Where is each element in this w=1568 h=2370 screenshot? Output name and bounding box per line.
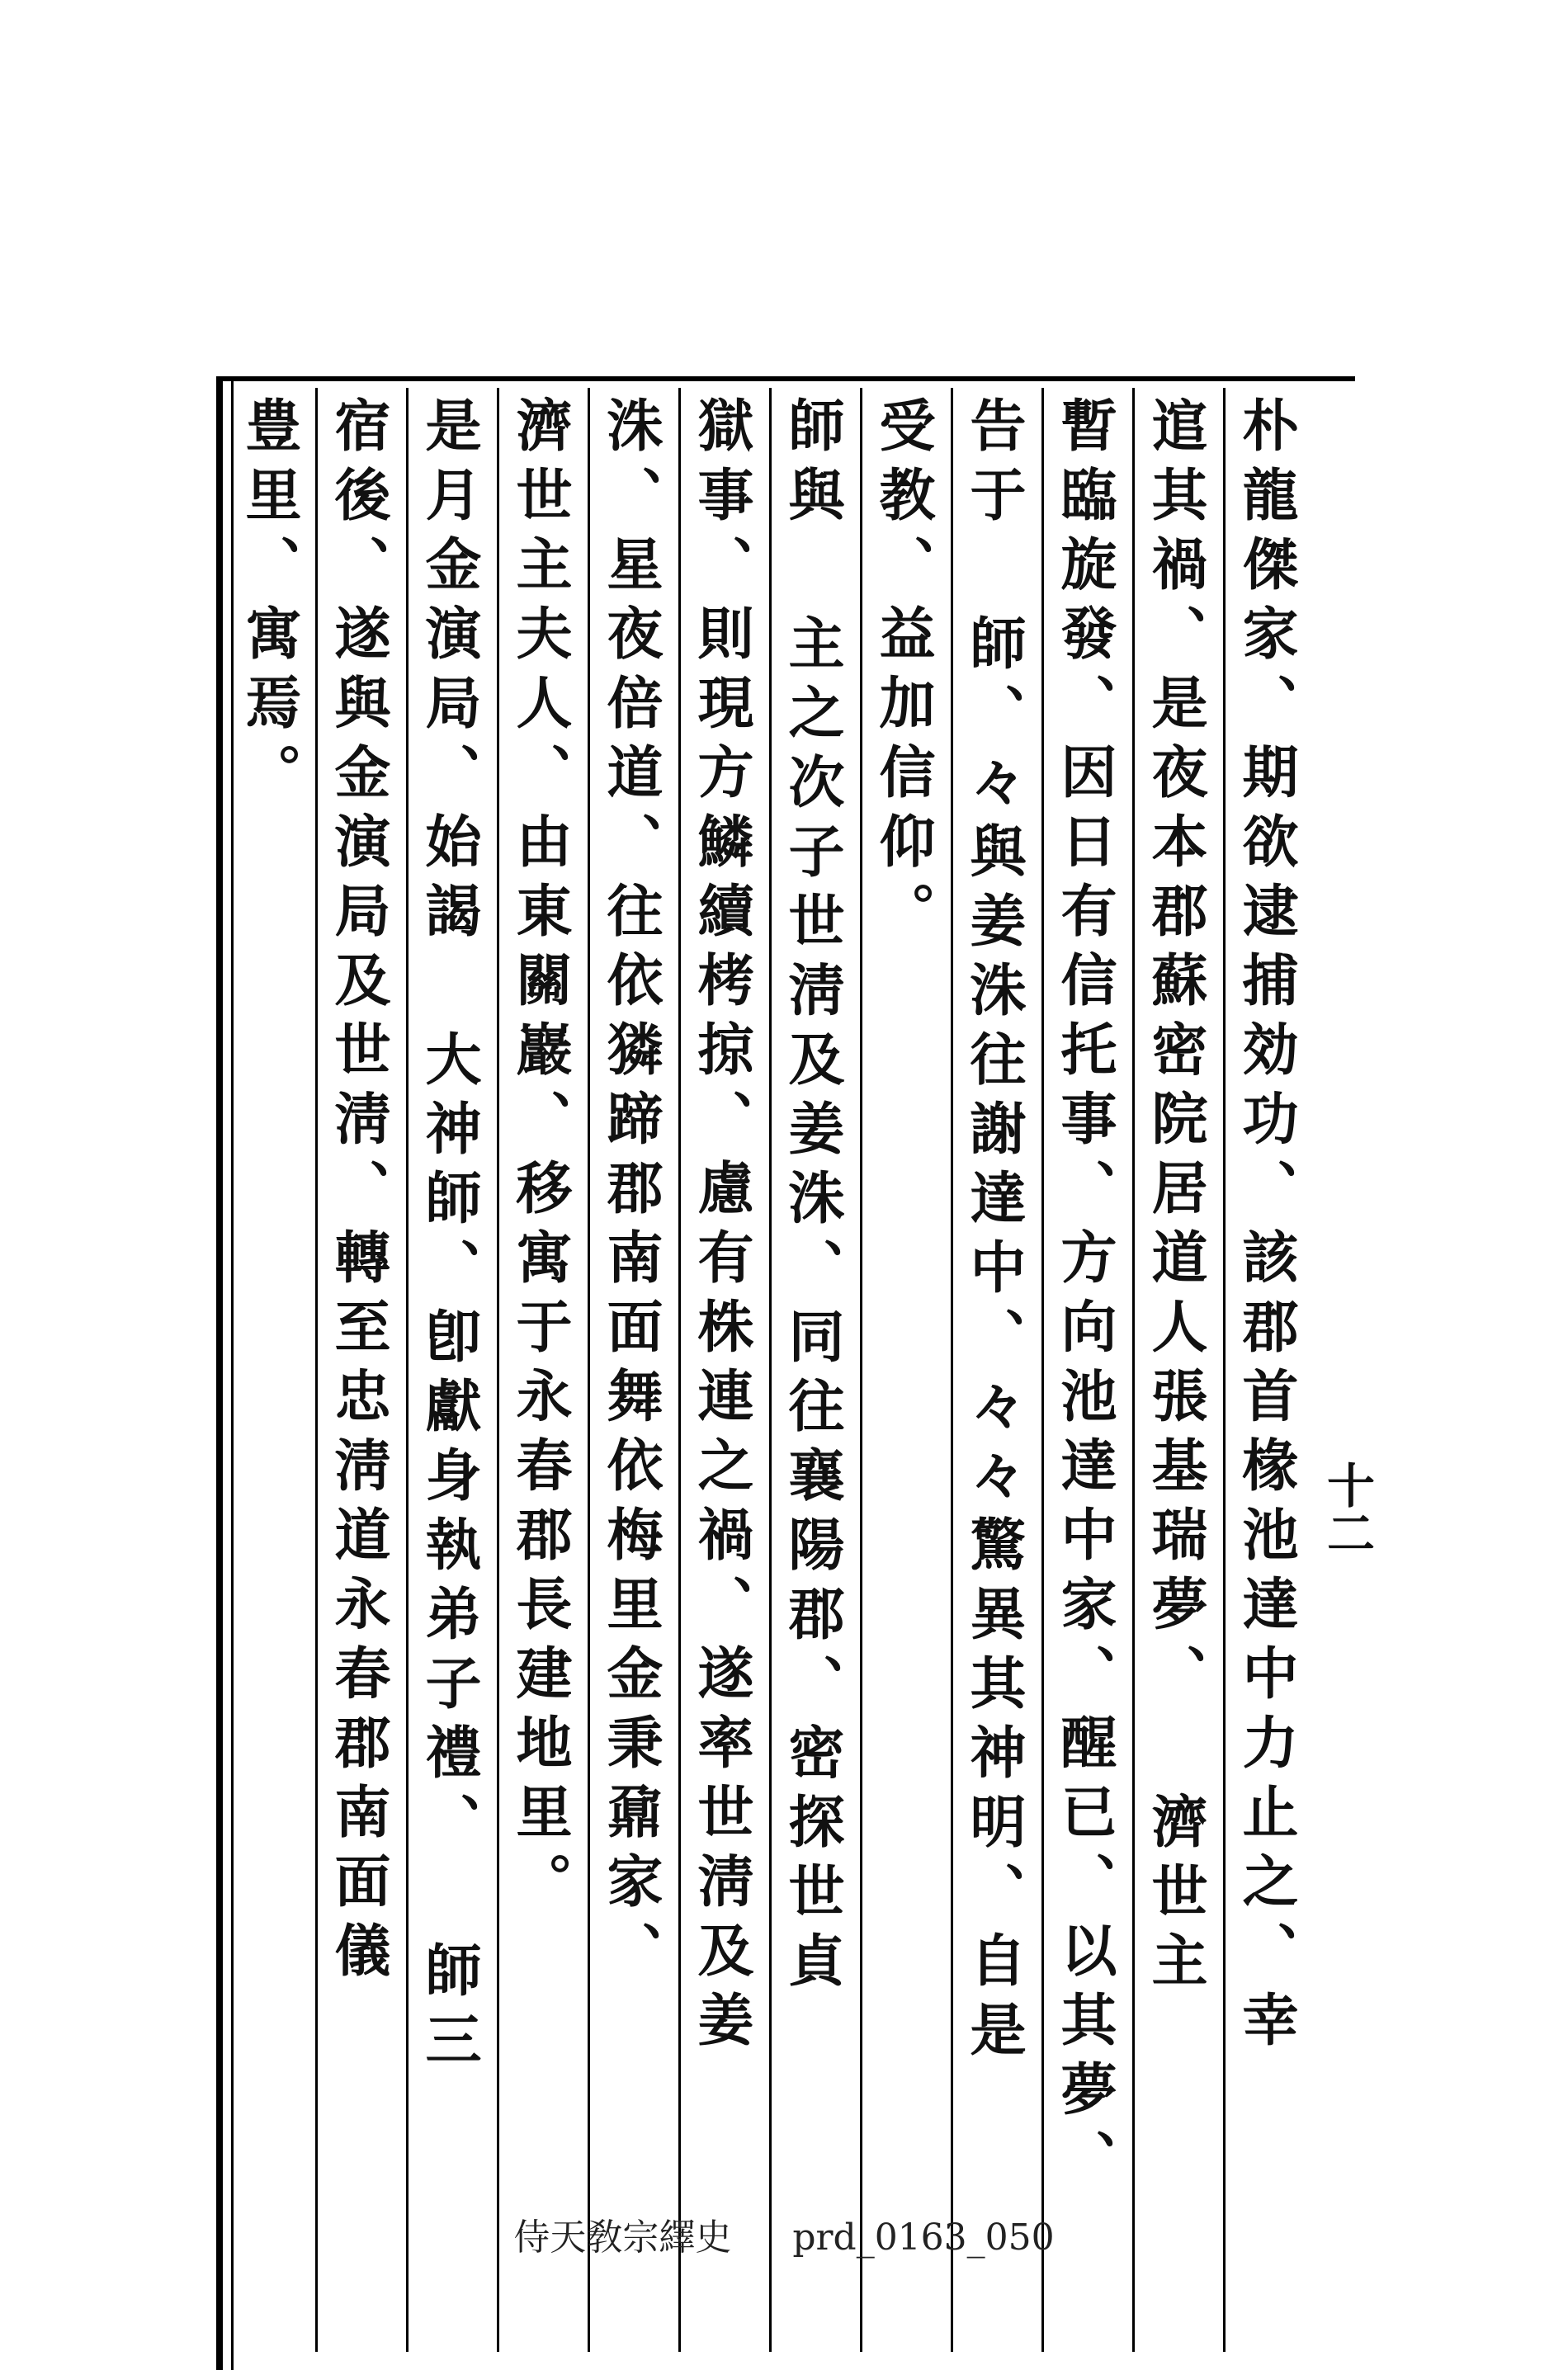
column-rule [678,388,681,2352]
text-column-9: 濟世主夫人、由東關巖、移寓于永春郡長建地里。 [507,396,573,1921]
footer-caption [0,2207,1568,2260]
column-rule [1223,388,1226,2352]
text-column-7: 獄事、則現方鱗續栲掠、慮有株連之禍、遂率世淸及姜 [688,396,754,2060]
footer-image-id: prd_0163_050 [792,2217,1055,2259]
column-rule [315,388,318,2352]
text-column-8: 洙、星夜倍道、往依獜蹄郡南面舞依梅里金秉鼐家、 [597,396,664,1990]
text-column-10: 是月金演局、始謁 大神師、卽獻身執弟子禮、 師三 [416,396,482,2080]
text-column-5: 受教、益加信仰。 [870,396,936,951]
column-rule [769,388,772,2352]
page-frame-left-border [216,376,223,2370]
column-rule [406,388,409,2352]
column-rule [951,388,953,2352]
footer-book-title: 侍天敎宗繹史 [513,2217,732,2259]
text-column-4: 告于 師、々與姜洙往謝達中、々々驚異其神明、自是 [961,396,1027,2070]
column-rule [1041,388,1044,2352]
page-frame-top-border [216,376,1355,381]
text-column-11: 宿後、遂與金演局及世淸、轉至忠淸道永春郡南面儀 [325,396,391,1990]
column-rule [588,388,590,2352]
page-frame-left-inner-border [231,376,234,2370]
column-rule [860,388,862,2352]
column-rule [1132,388,1135,2352]
folio-page-number: 十二 [1319,1461,1375,1556]
column-rule [497,388,499,2352]
text-column-1: 朴龍傑家、期欲逮捕効功、該郡首椽池達中力止之、幸 [1233,396,1299,2060]
text-column-12: 豊里、寓焉。 [236,396,302,812]
text-column-6: 師與 主之次子世淸及姜洙、同往襄陽郡、密探世貞 [779,396,845,2000]
text-column-2: 逭其禍、是夜本郡蘇密院居道人張基瑞夢、 濟世主 [1142,396,1208,2000]
text-column-3: 暫臨旋發、因日有信托事、方向池達中家、醒已、以其夢、 [1051,396,1117,2198]
